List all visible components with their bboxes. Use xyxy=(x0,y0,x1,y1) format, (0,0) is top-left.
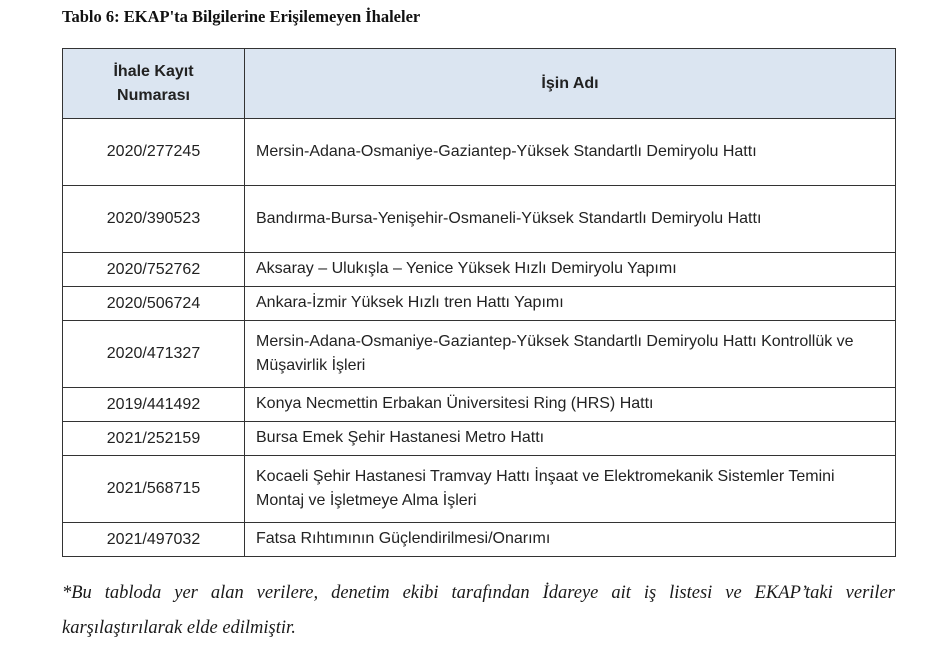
work-name-cell: Mersin-Adana-Osmaniye-Gaziantep-Yüksek Standartlı Demiryolu Hattı xyxy=(245,119,896,186)
tender-number-cell: 2021/497032 xyxy=(63,523,245,557)
header-tender-number xyxy=(63,49,245,119)
tenders-table xyxy=(62,48,896,557)
work-name-cell: Fatsa Rıhtımının Güçlendirilmesi/Onarımı xyxy=(245,523,896,557)
table-row xyxy=(63,253,896,287)
table-caption: Tablo 6: EKAP'ta Bilgilerine Erişilemeyen İhaleler xyxy=(62,7,421,26)
work-name-cell: Ankara-İzmir Yüksek Hızlı tren Hattı Yapımı xyxy=(245,287,896,321)
table-row xyxy=(63,523,896,557)
work-name-cell: Bursa Emek Şehir Hastanesi Metro Hattı xyxy=(245,422,896,456)
work-name-cell: Bandırma-Bursa-Yenişehir-Osmaneli-Yüksek Standartlı Demiryolu Hattı xyxy=(245,186,896,253)
work-name-cell: Aksaray – Ulukışla – Yenice Yüksek Hızlı Demiryolu Yapımı xyxy=(245,253,896,287)
table-row xyxy=(63,422,896,456)
tender-number-cell: 2021/252159 xyxy=(63,422,245,456)
tender-number-cell: 2020/277245 xyxy=(63,119,245,186)
work-name-cell: Kocaeli Şehir Hastanesi Tramvay Hattı İnşaat ve Elektromekanik Sistemler Temini Montaj ve İşletmeye Alma İşleri xyxy=(245,456,896,523)
tender-number-cell: 2020/471327 xyxy=(63,321,245,388)
tender-number-cell: 2021/568715 xyxy=(63,456,245,523)
header-tender-number-line1: İhale Kayıt xyxy=(113,62,194,80)
table-row xyxy=(63,321,896,388)
header-work-name: İşin Adı xyxy=(245,49,896,119)
table-row xyxy=(63,456,896,523)
tender-number-cell: 2020/752762 xyxy=(63,253,245,287)
table-row xyxy=(63,388,896,422)
table-row xyxy=(63,119,896,186)
table-header-row xyxy=(63,49,896,119)
header-tender-number-line2: Numarası xyxy=(117,86,190,104)
table-row xyxy=(63,186,896,253)
tender-number-cell: 2019/441492 xyxy=(63,388,245,422)
tender-number-cell: 2020/390523 xyxy=(63,186,245,253)
work-name-cell: Konya Necmettin Erbakan Üniversitesi Ring (HRS) Hattı xyxy=(245,388,896,422)
table-row xyxy=(63,287,896,321)
tender-number-cell: 2020/506724 xyxy=(63,287,245,321)
table-footnote: *Bu tabloda yer alan verilere, denetim ekibi tarafından İdareye ait iş listesi ve EKAP’taki veriler karşılaştırılarak elde edilmiştir. xyxy=(62,583,895,638)
work-name-cell: Mersin-Adana-Osmaniye-Gaziantep-Yüksek Standartlı Demiryolu Hattı Kontrollük ve Müşavirlik İşleri xyxy=(245,321,896,388)
